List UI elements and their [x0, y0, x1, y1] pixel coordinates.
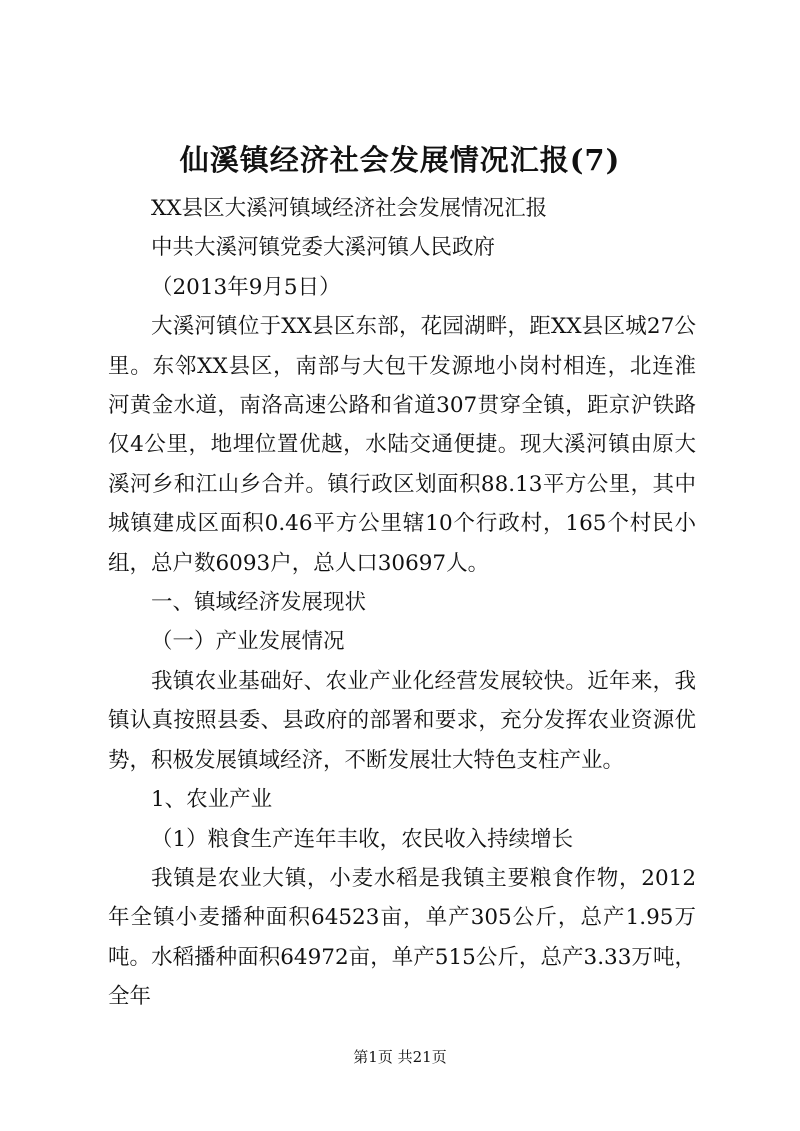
- document-body: [108, 189, 696, 1017]
- subsection-heading: （一）产业发展情况: [151, 629, 345, 655]
- body-paragraph: 我镇是农业大镇，小麦水稻是我镇主要粮食作物，2012年全镇小麦播种面积64523亩，单产305公斤，总产1.95万吨。水稻播种面积64972亩，单产515公斤，总产3.33万吨，全年: [108, 865, 696, 1010]
- subsection-heading: （1）粮食生产连年丰收，农民收入持续增长: [151, 826, 574, 852]
- body-paragraph: 我镇农业基础好、农业产业化经营发展较快。近年来，我镇认真按照县委、县政府的部署和要求，充分发挥农业资源优势，积极发展镇域经济，不断发展壮大特色支柱产业。: [108, 668, 696, 773]
- document-title: 仙溪镇经济社会发展情况汇报(7): [179, 143, 621, 177]
- body-paragraph: 大溪河镇位于XX县区东部，花园湖畔，距XX县区城27公里。东邻XX县区，南部与大包干发源地小岗村相连，北连淮河黄金水道，南洛高速公路和省道307贯穿全镇，距京沪铁路仅4公里，地埋位置优越，水陆交通便捷。现大溪河镇由原大溪河乡和江山乡合并。镇行政区划面积88.13平方公里，其中城镇建成区面积0.46平方公里辖10个行政村，165个村民小组，总户数6093户，总人口30697人。: [108, 314, 696, 576]
- section-heading: 一、镇域经济发展现状: [151, 590, 367, 616]
- subtitle-paragraph: XX县区大溪河镇域经济社会发展情况汇报: [151, 196, 548, 221]
- page-number-footer: 第1页 共21页: [353, 1048, 447, 1066]
- date-paragraph: （2013年9月5日）: [151, 274, 341, 300]
- issuer-paragraph: 中共大溪河镇党委大溪河镇人民政府: [151, 235, 496, 261]
- subsection-heading: 1、农业产业: [151, 787, 273, 813]
